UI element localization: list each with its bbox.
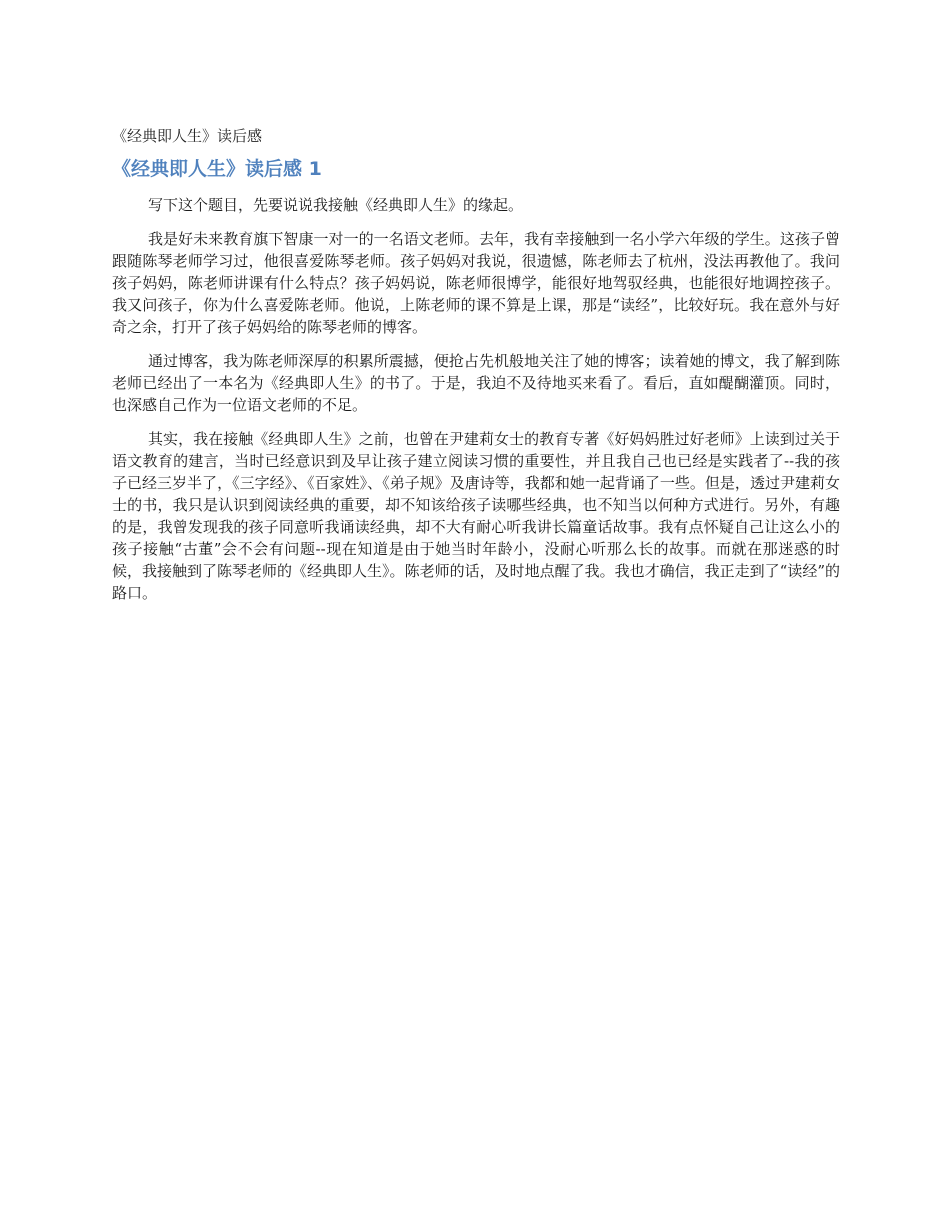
paragraph-3: 通过博客，我为陈老师深厚的积累所震撼，便抢占先机般地关注了她的博客；读着她的博文，我了解到陈老师已经出了一本名为《经典即人生》的书了。于是，我迫不及待地买来看了。看后，直如醍醐灌顶。同时，也深感自己作为一位语文老师的不足。 <box>112 352 840 414</box>
document-page <box>112 126 840 616</box>
paragraph-4: 其实，我在接触《经典即人生》之前，也曾在尹建莉女士的教育专著《好妈妈胜过好老师》上读到过关于语文教育的建言，当时已经意识到及早让孩子建立阅读习惯的重要性，并且我自己也已经是实践者了--我的孩子已经三岁半了，《三字经》、《百家姓》、《弟子规》及唐诗等，我都和她一起背诵了一些。但是，透过尹建莉女士的书，我只是认识到阅读经典的重要，却不知该给孩子读哪些经典，也不知当以何种方式进行。另外，有趣的是，我曾发现我的孩子同意听我诵读经典，却不大有耐心听我讲长篇童话故事。我有点怀疑自己让这么小的孩子接触“古董”会不会有问题--现在知道是由于她当时年龄小，没耐心听那么长的故事。而就在那迷惑的时候，我接触到了陈琴老师的《经典即人生》。陈老师的话，及时地点醒了我。我也才确信，我正走到了“读经”的路口。 <box>112 430 840 602</box>
section-heading: 《经典即人生》读后感 1 <box>112 158 322 180</box>
document-title: 《经典即人生》读后感 <box>112 127 263 145</box>
paragraph-1: 写下这个题目，先要说说我接触《经典即人生》的缘起。 <box>148 196 524 214</box>
paragraph-2: 我是好未来教育旗下智康一对一的一名语文老师。去年，我有幸接触到一名小学六年级的学生。这孩子曾跟随陈琴老师学习过，他很喜爱陈琴老师。孩子妈妈对我说，很遗憾，陈老师去了杭州，没法再教他了。我问孩子妈妈，陈老师讲课有什么特点？孩子妈妈说，陈老师很博学，能很好地驾驭经典，也能很好地调控孩子。我又问孩子，你为什么喜爱陈老师。他说，上陈老师的课不算是上课，那是“读经”，比较好玩。我在意外与好奇之余，打开了孩子妈妈给的陈琴老师的博客。 <box>112 230 840 336</box>
